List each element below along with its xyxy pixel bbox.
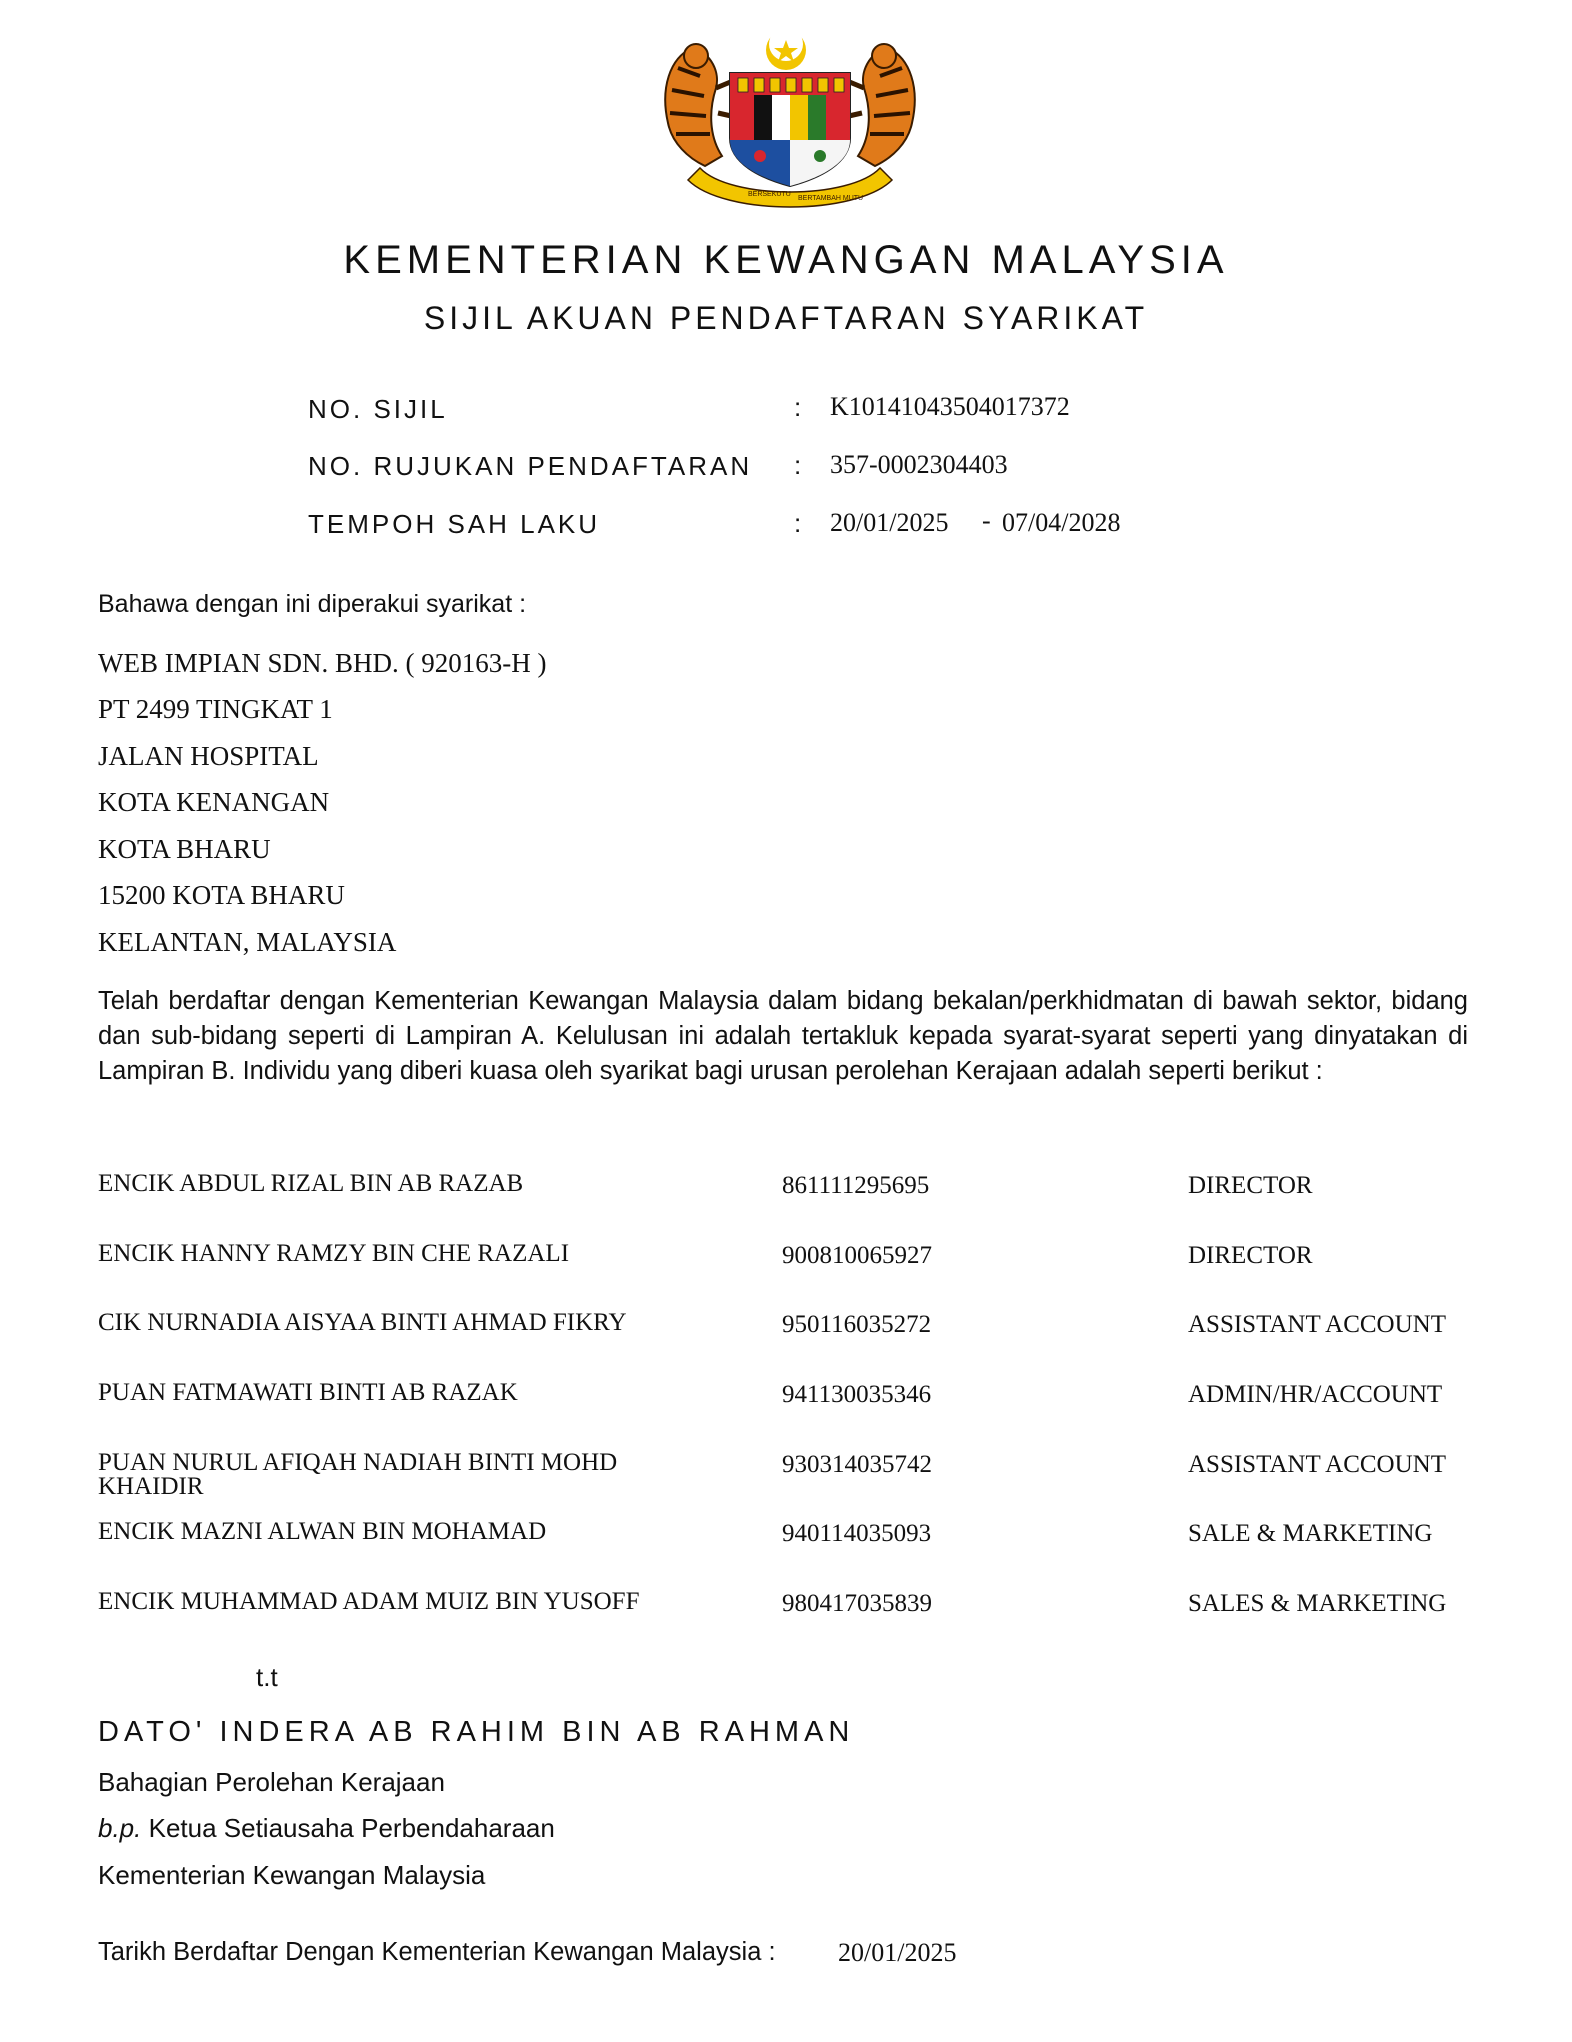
address-line: JALAN HOSPITAL <box>98 741 319 771</box>
address-line: PT 2499 TINGKAT 1 <box>98 694 333 724</box>
ref-no-value: 357-0002304403 <box>830 450 1008 479</box>
person-role: ADMIN/HR/ACCOUNT <box>1188 1381 1443 1408</box>
registration-date-value: 20/01/2025 <box>838 1938 957 1967</box>
person-name: PUAN NURUL AFIQAH NADIAH BINTI MOHD KHAIDIR <box>98 1449 618 1500</box>
person-role: ASSISTANT ACCOUNT <box>1188 1311 1446 1338</box>
validity-label: TEMPOH SAH LAKU <box>308 509 601 539</box>
signatory-title-line <box>98 1813 555 1844</box>
crescent-star-icon <box>766 27 806 70</box>
validity-colon: : <box>794 508 802 538</box>
validity-separator: - <box>982 506 991 535</box>
person-role: DIRECTOR <box>1188 1172 1313 1199</box>
company-name: WEB IMPIAN SDN. BHD. ( 920163-H ) <box>98 648 547 678</box>
left-tiger-icon <box>665 44 740 166</box>
address-line: KELANTAN, MALAYSIA <box>98 927 397 957</box>
ref-no-colon: : <box>794 450 802 480</box>
motto-left: BERSEKUTU <box>748 191 791 198</box>
registration-date-label: Tarikh Berdaftar Dengan Kementerian Kewangan Malaysia : <box>98 1938 776 1966</box>
person-role: SALE & MARKETING <box>1188 1520 1433 1547</box>
validity-end: 07/04/2028 <box>1002 508 1121 537</box>
intro-text: Bahawa dengan ini diperakui syarikat : <box>98 590 527 618</box>
address-line: 15200 KOTA BHARU <box>98 880 345 910</box>
signatory-ministry: Kementerian Kewangan Malaysia <box>98 1860 486 1890</box>
signatory-division: Bahagian Perolehan Kerajaan <box>98 1767 445 1797</box>
person-ic: 940114035093 <box>782 1520 932 1547</box>
person-role: SALES & MARKETING <box>1188 1590 1447 1617</box>
person-name: CIK NURNADIA AISYAA BINTI AHMAD FIKRY <box>98 1309 627 1336</box>
motto-right: BERTAMBAH MUTU <box>798 195 864 202</box>
shield-icon <box>730 73 850 186</box>
address-line: KOTA BHARU <box>98 834 271 864</box>
cert-no-value: K10141043504017372 <box>830 392 1070 421</box>
registration-paragraph: Telah berdaftar dengan Kementerian Kewangan Malaysia dalam bidang bekalan/perkhidmatan di bawah sektor, bidang dan sub-bidang seperti di Lampiran A. Kelulusan ini adalah tertakluk kepada syarat-syarat seperti yang dinyatakan di Lampiran B. Individu yang diberi kuasa oleh syarikat bagi urusan perolehan Kerajaan adalah seperti berikut : <box>98 987 1468 1085</box>
signed-mark: t.t <box>256 1662 278 1692</box>
bp-abbrev: b.p. <box>98 1813 142 1843</box>
person-ic: 861111295695 <box>782 1172 930 1199</box>
person-ic: 900810065927 <box>782 1242 932 1269</box>
person-ic: 930314035742 <box>782 1451 932 1478</box>
signatory-name: DATO' INDERA AB RAHIM BIN AB RAHMAN <box>98 1716 855 1748</box>
person-role: ASSISTANT ACCOUNT <box>1188 1451 1446 1478</box>
right-tiger-icon <box>840 44 915 166</box>
person-ic: 950116035272 <box>782 1311 932 1338</box>
certificate-title: SIJIL AKUAN PENDAFTARAN SYARIKAT <box>423 300 1149 336</box>
person-name: ENCIK ABDUL RIZAL BIN AB RAZAB <box>98 1170 524 1197</box>
validity-start: 20/01/2025 <box>830 508 949 537</box>
cert-no-colon: : <box>794 392 802 422</box>
address-line: KOTA KENANGAN <box>98 787 330 817</box>
malaysia-coat-of-arms-emblem <box>630 18 950 218</box>
person-name: ENCIK MAZNI ALWAN BIN MOHAMAD <box>98 1518 547 1545</box>
person-ic: 980417035839 <box>782 1590 932 1617</box>
person-ic: 941130035346 <box>782 1381 932 1408</box>
cert-no-label: NO. SIJIL <box>308 394 448 424</box>
ministry-title: KEMENTERIAN KEWANGAN MALAYSIA <box>343 238 1229 282</box>
ref-no-label: NO. RUJUKAN PENDAFTARAN <box>308 451 753 481</box>
signatory-title: Ketua Setiausaha Perbendaharaan <box>148 1813 555 1843</box>
person-name: ENCIK MUHAMMAD ADAM MUIZ BIN YUSOFF <box>98 1588 640 1615</box>
person-name: ENCIK HANNY RAMZY BIN CHE RAZALI <box>98 1240 570 1267</box>
person-role: DIRECTOR <box>1188 1242 1313 1269</box>
person-name: PUAN FATMAWATI BINTI AB RAZAK <box>98 1379 518 1406</box>
